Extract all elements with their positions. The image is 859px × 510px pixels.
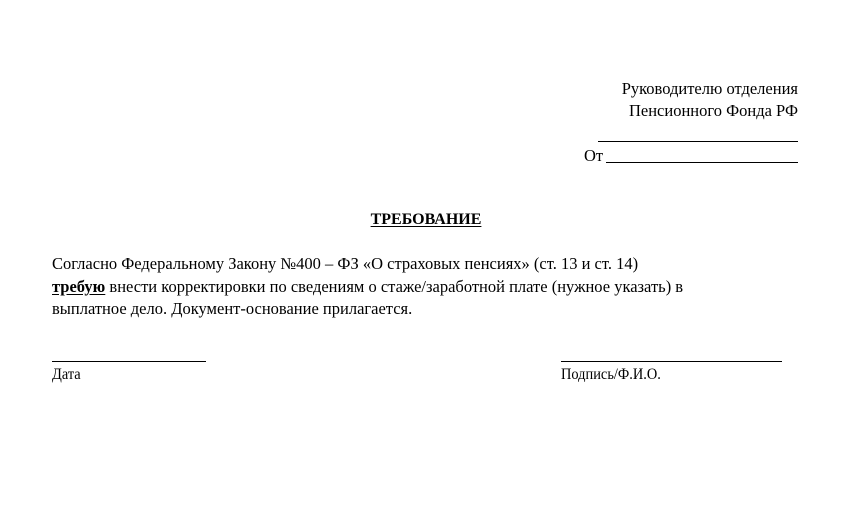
addressee-line-2: Пенсионного Фонда РФ [628, 101, 798, 120]
date-signature-line [52, 361, 206, 362]
signature-line [561, 361, 782, 362]
body-emphasis: требую [52, 277, 106, 296]
body-line-1: Согласно Федеральному Закону №400 – ФЗ «О страховых пенсиях» (ст. 13 и ст. 14) [52, 254, 639, 273]
from-blank-line [606, 162, 798, 163]
addressee-line-1: Руководителю отделения [621, 79, 798, 98]
from-label: От [584, 146, 604, 165]
addressee-blank-line [598, 141, 798, 142]
body-line-2 [52, 276, 812, 299]
signature-label: Подпись/Ф.И.О. [561, 366, 661, 383]
body-line-2-text: внести корректировки по сведениям о стаже/заработной плате (нужное указать) в [105, 277, 684, 296]
body-line-3: выплатное дело. Документ-основание прилагается. [52, 299, 413, 318]
date-label: Дата [52, 366, 81, 383]
document-title: ТРЕБОВАНИЕ [370, 211, 482, 228]
